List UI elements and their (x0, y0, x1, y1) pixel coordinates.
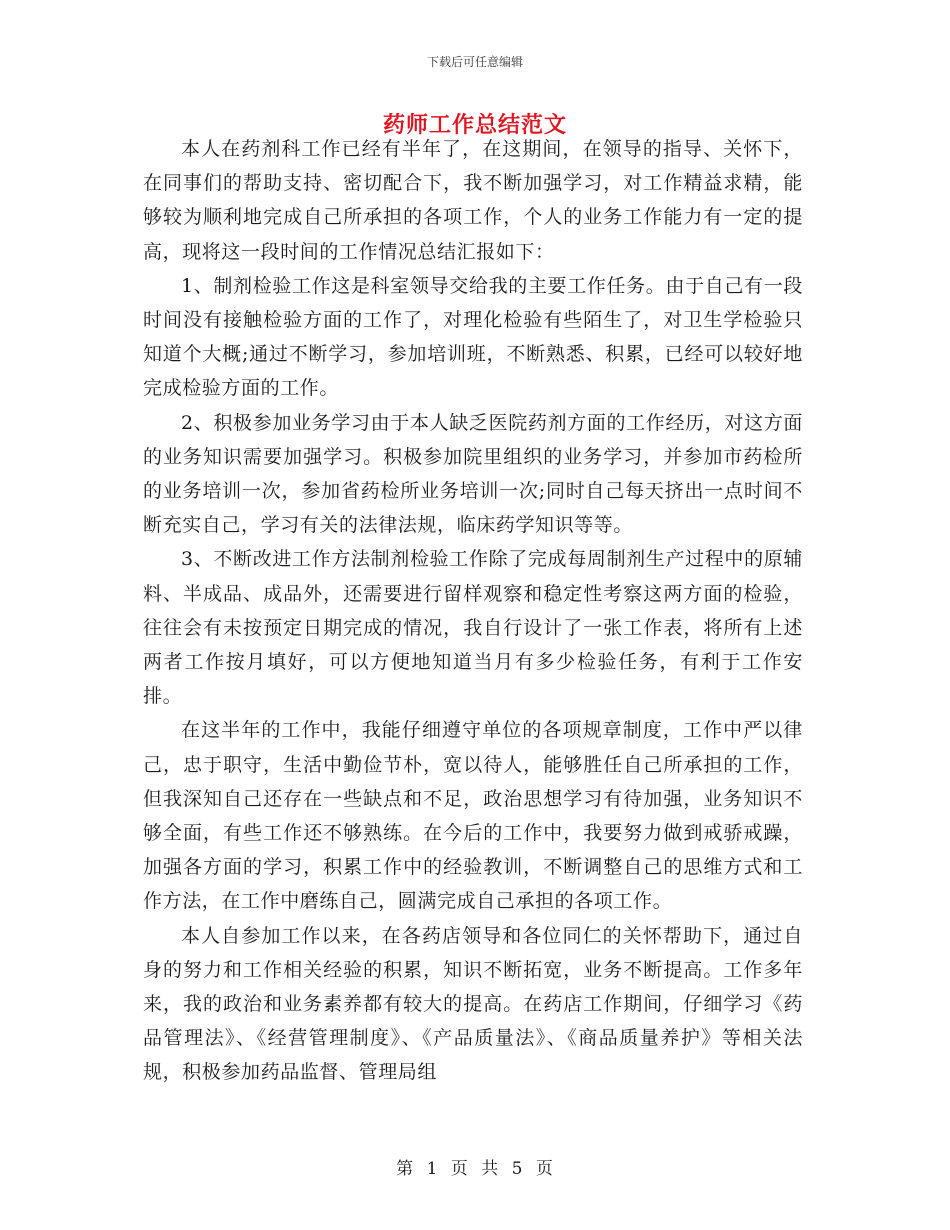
page-footer (0, 1154, 950, 1179)
paragraph-item-3: 3、不断改进工作方法制剂检验工作除了完成每周制剂生产过程中的原辅料、半成品、成品外，还需要进行留样观察和稳定性考察这两方面的检验，往往会有未按预定日期完成的情况，我自行设计了一张工作表，将所有上述两者工作按月填好，可以方便地知道当月有多少检验任务，有利于工作安排。 (143, 548, 803, 708)
paragraph-experience: 本人自参加工作以来，在各药店领导和各位同仁的关怀帮助下，通过自身的努力和工作相关经验的积累，知识不断拓宽，业务不断提高。工作多年来，我的政治和业务素养都有较大的提高。在药店工作期间，仔细学习《药品管理法》、《经营管理制度》、《产品质量法》、《商品质量养护》等相关法规，积极参加药品监督、管理局组 (143, 924, 803, 1084)
header-note: 下载后可任意编辑 (426, 55, 523, 69)
document-body (143, 132, 803, 1090)
paragraph-intro: 本人在药剂科工作已经有半年了，在这期间，在领导的指导、关怀下，在同事们的帮助支持、密切配合下，我不断加强学习，对工作精益求精，能够较为顺利地完成自己所承担的各项工作，个人的业务工作能力有一定的提高，现将这一段时间的工作情况总结汇报如下： (143, 138, 803, 263)
page-label-suffix: 页 (535, 1159, 554, 1179)
paragraph-item-2: 2、积极参加业务学习由于本人缺乏医院药剂方面的工作经历，对这方面的业务知识需要加强学习。积极参加院里组织的业务学习，并参加市药检所的业务培训一次，参加省药检所业务培训一次;同时自己每天挤出一点时间不断充实自己，学习有关的法律法规，临床药学知识等等。 (143, 411, 803, 537)
current-page-number: 1 (426, 1159, 439, 1179)
paragraph-summary: 在这半年的工作中，我能仔细遵守单位的各项规章制度，工作中严以律己，忠于职守，生活中勤俭节朴，宽以待人，能够胜任自己所承担的工作，但我深知自己还存在一些缺点和不足，政治思想学习有待加强，业务知识不够全面，有些工作还不够熟练。在今后的工作中，我要努力做到戒骄戒躁，加强各方面的学习，积累工作中的经验教训，不断调整自己的思维方式和工作方法，在工作中磨练自己，圆满完成自己承担的各项工作。 (143, 719, 803, 913)
total-label: 共 (481, 1159, 500, 1179)
page-label-prefix: 第 (396, 1159, 415, 1179)
page-label-mid: 页 (450, 1159, 469, 1179)
total-pages-number: 5 (511, 1159, 524, 1179)
paragraph-item-1: 1、制剂检验工作这是科室领导交给我的主要工作任务。由于自己有一段时间没有接触检验方面的工作了，对理化检验有些陌生了，对卫生学检验只知道个大概;通过不断学习，参加培训班，不断熟悉、积累，已经可以较好地完成检验方面的工作。 (143, 274, 803, 400)
document-title: 药师工作总结范文 (382, 112, 567, 138)
